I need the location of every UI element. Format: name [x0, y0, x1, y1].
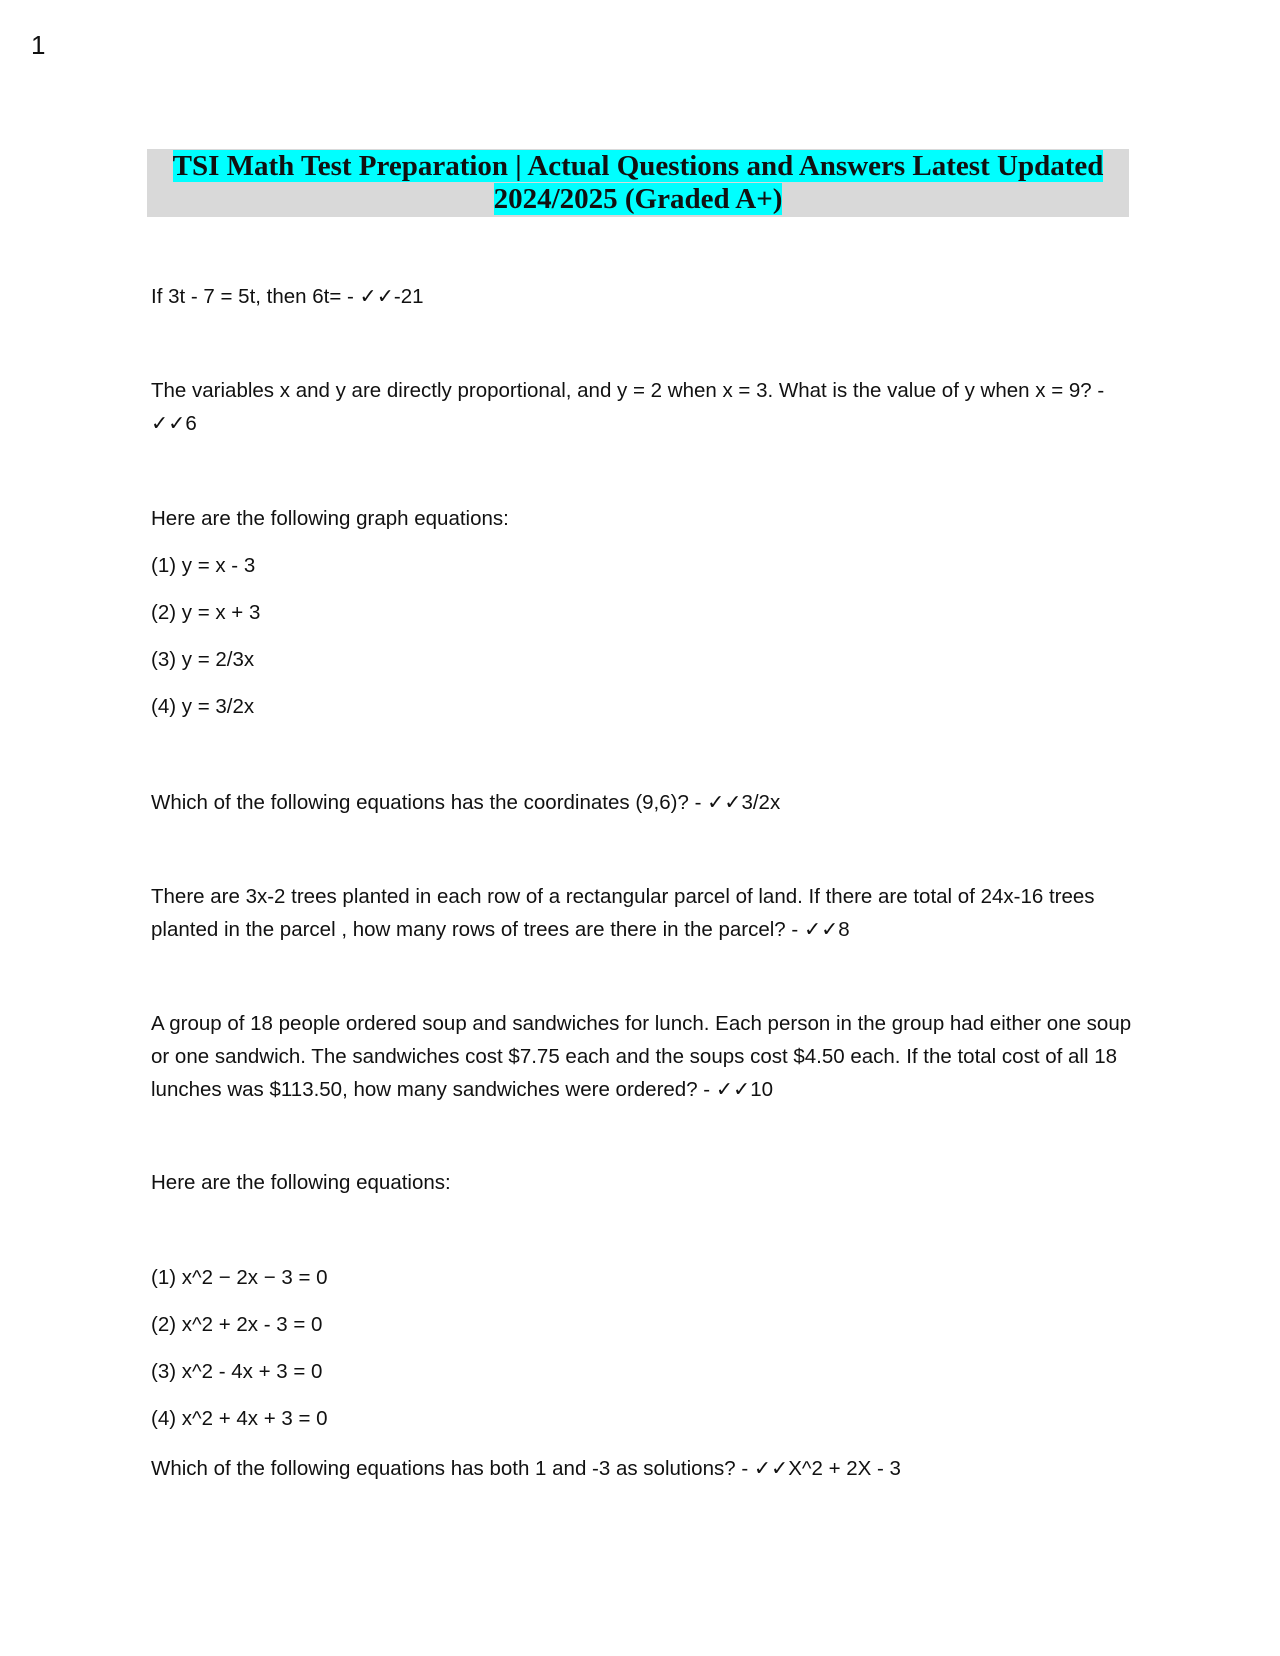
question-2-answer: 6 [185, 412, 197, 435]
question-3 [151, 786, 780, 819]
question-6 [151, 1452, 901, 1485]
question-4-text: There are 3x-2 trees planted in each row of a rectangular parcel of land. If there are total of 24x-16 trees planted in the parcel , how many rows of trees are there in the parcel? - [151, 885, 1095, 941]
document-title-box [147, 149, 1129, 217]
question-4-answer: 8 [838, 918, 850, 941]
question-6-answer: X^2 + 2X - 3 [788, 1457, 901, 1480]
graph-equation-item: (4) y = 3/2x [151, 695, 255, 718]
question-6-text: Which of the following equations has both 1 and -3 as solutions? - [151, 1457, 754, 1480]
question-2 [151, 374, 1141, 440]
question-3-text: Which of the following equations has the coordinates (9,6)? - [151, 791, 708, 814]
question-1 [151, 280, 424, 313]
question-4 [151, 880, 1141, 946]
graph-equation-item: (3) y = 2/3x [151, 648, 255, 671]
check-marks-icon: ✓✓ [715, 1078, 751, 1101]
check-marks-icon: ✓✓ [151, 412, 186, 435]
equation-item: (4) x^2 + 4x + 3 = 0 [151, 1407, 328, 1430]
question-1-answer: -21 [393, 285, 424, 308]
question-5-answer: 10 [750, 1078, 773, 1101]
question-3-answer: 3/2x [741, 791, 781, 814]
graph-equations-intro: Here are the following graph equations: [151, 507, 509, 530]
check-marks-icon: ✓✓ [803, 918, 839, 941]
graph-equation-item: (1) y = x - 3 [151, 554, 256, 577]
equation-item: (1) x^2 − 2x − 3 = 0 [151, 1266, 328, 1289]
equations-intro: Here are the following equations: [151, 1171, 451, 1194]
question-2-text: The variables x and y are directly proportional, and y = 2 when x = 3. What is the value of y when x = 9? - [151, 379, 1105, 402]
equation-item: (3) x^2 - 4x + 3 = 0 [151, 1360, 323, 1383]
check-marks-icon: ✓✓ [707, 791, 742, 814]
question-1-text: If 3t - 7 = 5t, then 6t= - [151, 285, 360, 308]
equation-item: (2) x^2 + 2x - 3 = 0 [151, 1313, 323, 1336]
check-marks-icon: ✓✓ [753, 1457, 789, 1480]
page-number: 1 [31, 30, 46, 60]
check-marks-icon: ✓✓ [359, 285, 394, 308]
question-5 [151, 1007, 1141, 1106]
question-5-text: A group of 18 people ordered soup and sandwiches for lunch. Each person in the group had either one soup or one sandwich. The sandwiches cost $7.75 each and the soups cost $4.50 each. If the total cost of all 18 lunches was $113.50, how many sandwiches were ordered? - [151, 1012, 1132, 1101]
title-line-2: 2024/2025 (Graded A+) [493, 183, 783, 215]
graph-equation-item: (2) y = x + 3 [151, 601, 261, 624]
title-line-1: TSI Math Test Preparation | Actual Questions and Answers Latest Updated [172, 150, 1104, 182]
document-title [147, 150, 1129, 216]
